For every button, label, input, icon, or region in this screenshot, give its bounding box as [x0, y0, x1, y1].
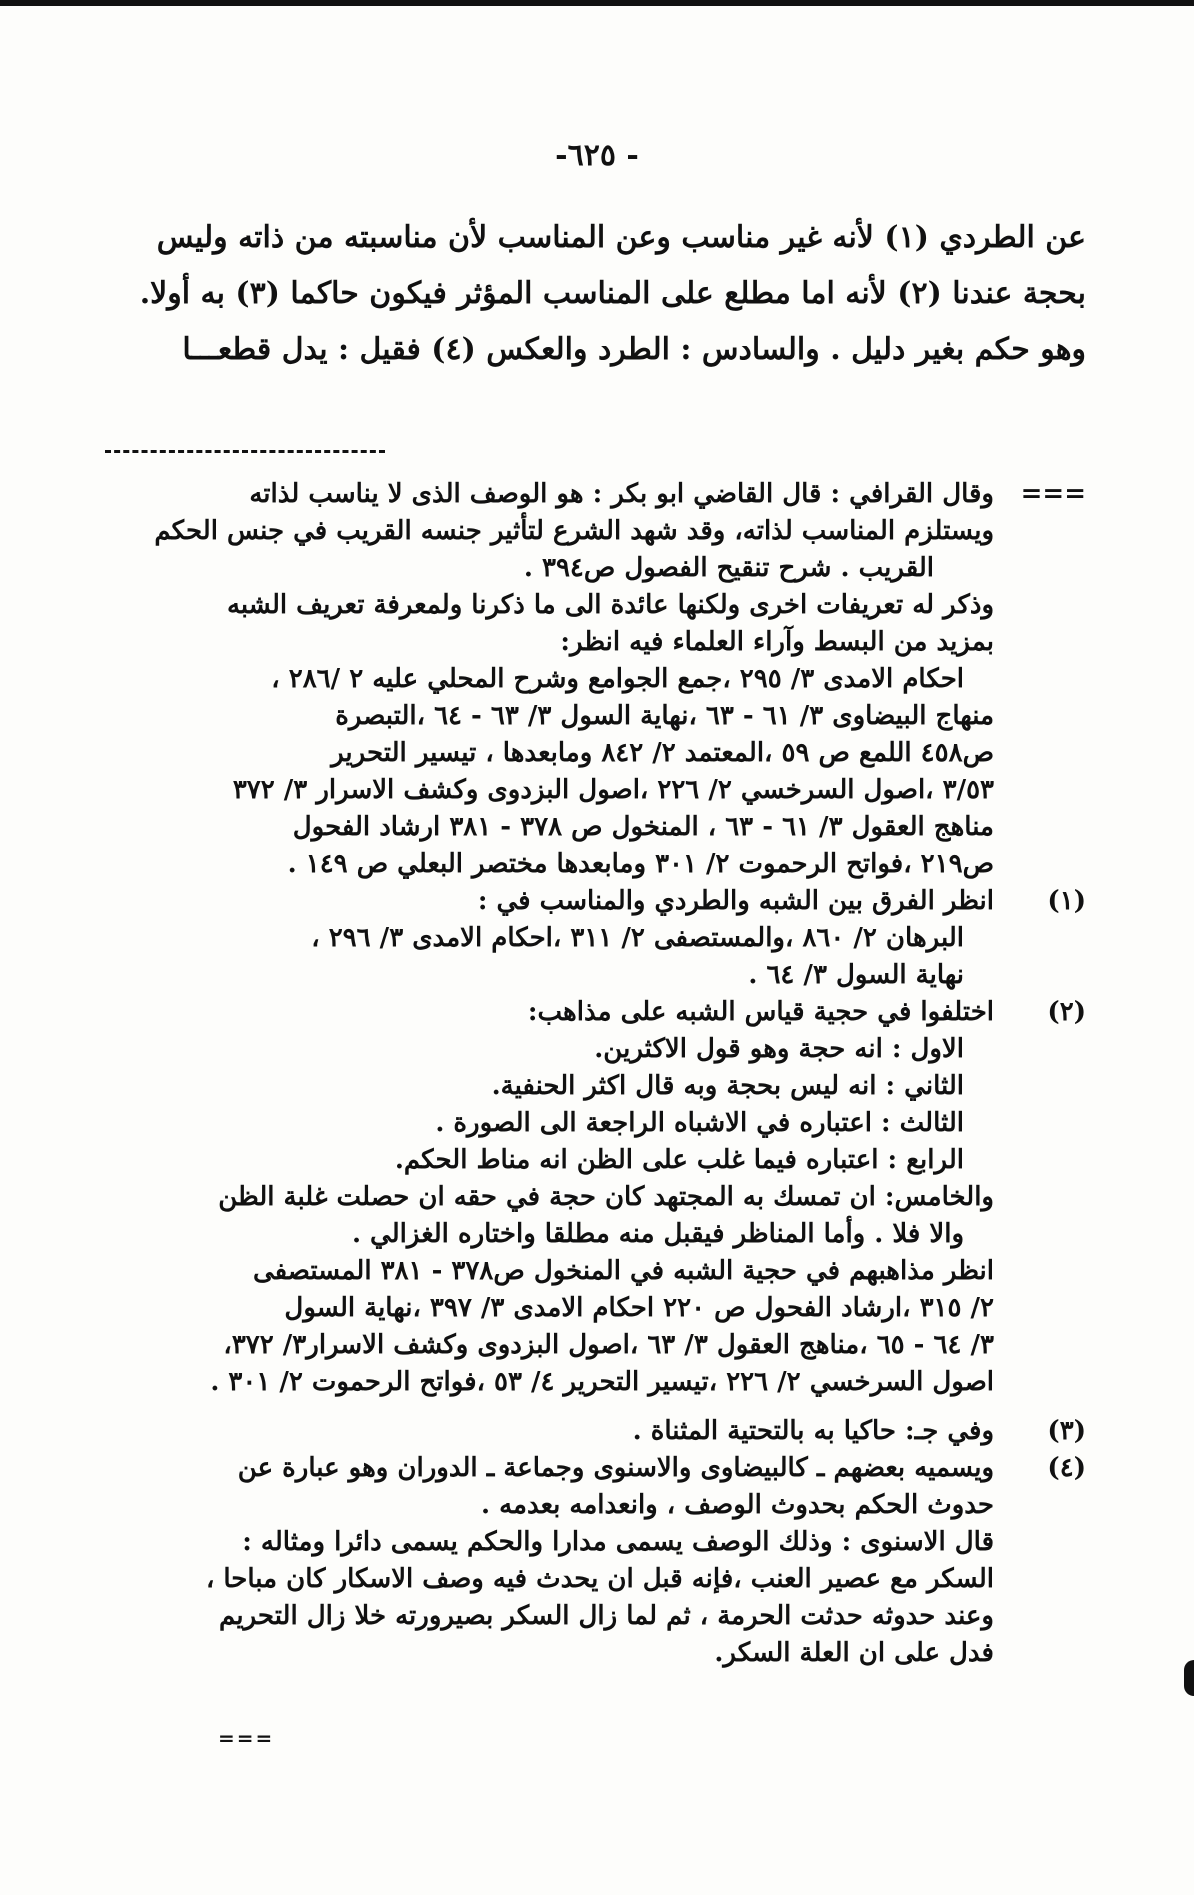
- page-top-border: [0, 0, 1194, 6]
- footnote-marker: (٣): [1047, 1416, 1086, 1446]
- footnote-marker: ===: [1020, 479, 1086, 509]
- footnote-line: بمزيد من البسط وآراء العلماء فيه انظر:: [560, 627, 994, 657]
- footnote-line: ويستلزم المناسب لذاته، وقد شهد الشرع لتأثير جنسه القريب في جنس الحكم: [154, 516, 994, 546]
- footnote-line: الاول : انه حجة وهو قول الاكثرين.: [594, 1034, 964, 1064]
- footnote-continued: [96, 476, 1086, 883]
- footnote-3: [96, 1413, 1086, 1450]
- page-number: - ٦٢٥-: [555, 138, 639, 173]
- footnote-gap: [96, 1401, 1086, 1413]
- footnote-line: وذكر له تعريفات اخرى ولكنها عائدة الى ما ذكرنا ولمعرفة تعريف الشبه: [226, 590, 994, 620]
- footnote-line: القريب . شرح تنقيح الفصول ص٣٩٤ .: [523, 553, 934, 583]
- footnote-line: والخامس: ان تمسك به المجتهد كان حجة في حقه ان حصلت غلبة الظن: [218, 1182, 994, 1212]
- main-line: وهو حكم بغير دليل . والسادس : الطرد والعكس (٤) فقيل : يدل قطعـــا: [182, 332, 1086, 367]
- footnote-line: ٢/ ٣١٥ ،ارشاد الفحول ص ٢٢٠ احكام الامدى ٣/ ٣٩٧ ،نهاية السول: [284, 1293, 994, 1323]
- footnote-line: والا فلا . وأما المناظر فيقبل منه مطلقا واختاره الغزالي .: [351, 1219, 964, 1249]
- footnote-line: انظر مذاهبهم في حجية الشبه في المنخول ص٣٧٨ - ٣٨١ المستصفى: [252, 1256, 994, 1286]
- footnote-line: فدل على ان العلة السكر.: [714, 1638, 994, 1668]
- footnote-line: نهاية السول ٣/ ٦٤ .: [748, 960, 964, 990]
- footnote-line: الرابع : اعتباره فيما غلب على الظن انه مناط الحكم.: [394, 1145, 964, 1175]
- main-line: بحجة عندنا (٢) لأنه اما مطلع على المناسب المؤثر فيكون حاكما (٣) به أولا.: [139, 276, 1086, 311]
- footnote-4: [96, 1450, 1086, 1672]
- main-line: عن الطردي (١) لأنه غير مناسب وعن المناسب لأن مناسبته من ذاته وليس: [156, 220, 1086, 255]
- footnote-marker: (٢): [1047, 997, 1086, 1027]
- footnote-line: وعند حدوثه حدثت الحرمة ، ثم لما زال السكر بصيرورته خلا زال التحريم: [219, 1601, 994, 1631]
- footnote-line: قال الاسنوى : وذلك الوصف يسمى مدارا والحكم يسمى دائرا ومثاله :: [242, 1527, 994, 1557]
- footnote-2: [96, 994, 1086, 1401]
- binding-hole-mark: [1184, 1660, 1194, 1696]
- footnote-line: ص٤٥٨ اللمع ص ٥٩ ،المعتمد ٢/ ٨٤٢ ومابعدها ، تيسير التحرير: [331, 738, 994, 768]
- footnote-line: انظر الفرق بين الشبه والطردي والمناسب في :: [477, 886, 994, 916]
- footnote-line: احكام الامدى ٣/ ٢٩٥ ،جمع الجوامع وشرح المحلي عليه ٢ /٢٨٦ ،: [271, 664, 964, 694]
- footnote-line: البرهان ٢/ ٨٦٠ ،والمستصفى ٢/ ٣١١ ،احكام الامدى ٣/ ٢٩٦ ،: [311, 923, 964, 953]
- footnote-line: الثالث : اعتباره في الاشباه الراجعة الى الصورة .: [435, 1108, 964, 1138]
- footnote-line: السكر مع عصير العنب ،فإنه قبل ان يحدث فيه وصف الاسكار كان مباحا ،: [205, 1564, 994, 1594]
- footnote-line: ٣/٥٣ ،اصول السرخسي ٢/ ٢٢٦ ،اصول البزدوى وكشف الاسرار ٣/ ٣٧٢: [232, 775, 994, 805]
- end-mark: ===: [218, 1726, 275, 1750]
- footnote-separator: [105, 450, 385, 453]
- footnote-line: ٣/ ٦٤ - ٦٥ ،مناهج العقول ٣/ ٦٣ ،اصول البزدوى وكشف الاسرار٣/ ٣٧٢،: [223, 1330, 994, 1360]
- footnote-line: اختلفوا في حجية قياس الشبه على مذاهب:: [527, 997, 994, 1027]
- main-text: [139, 210, 1086, 378]
- footnote-line: حدوث الحكم بحدوث الوصف ، وانعدامه بعدمه .: [480, 1490, 994, 1520]
- footnote-line: وفي جـ: حاكيا به بالتحتية المثناة .: [632, 1416, 994, 1446]
- footnote-line: ص٢١٩ ،فواتح الرحموت ٢/ ٣٠١ ومابعدها مختصر البعلي ص ١٤٩ .: [287, 849, 994, 879]
- footnote-line: وقال القرافي : قال القاضي ابو بكر : هو الوصف الذى لا يناسب لذاته: [249, 479, 994, 509]
- footnote-marker: (١): [1047, 886, 1086, 916]
- footnote-1: [96, 883, 1086, 994]
- footnotes: [96, 476, 1086, 1672]
- footnote-marker: (٤): [1047, 1453, 1086, 1483]
- footnote-line: الثاني : انه ليس بحجة وبه قال اكثر الحنفية.: [491, 1071, 964, 1101]
- footnote-line: مناهج العقول ٣/ ٦١ - ٦٣ ، المنخول ص ٣٧٨ - ٣٨١ ارشاد الفحول: [292, 812, 994, 842]
- footnote-line: اصول السرخسي ٢/ ٢٢٦ ،تيسير التحرير ٤/ ٥٣ ،فواتح الرحموت ٢/ ٣٠١ .: [210, 1367, 994, 1397]
- footnote-line: ويسميه بعضهم ـ كالبيضاوى والاسنوى وجماعة ـ الدوران وهو عبارة عن: [237, 1453, 994, 1483]
- footnote-line: منهاج البيضاوى ٣/ ٦١ - ٦٣ ،نهاية السول ٣/ ٦٣ - ٦٤ ،التبصرة: [335, 701, 994, 731]
